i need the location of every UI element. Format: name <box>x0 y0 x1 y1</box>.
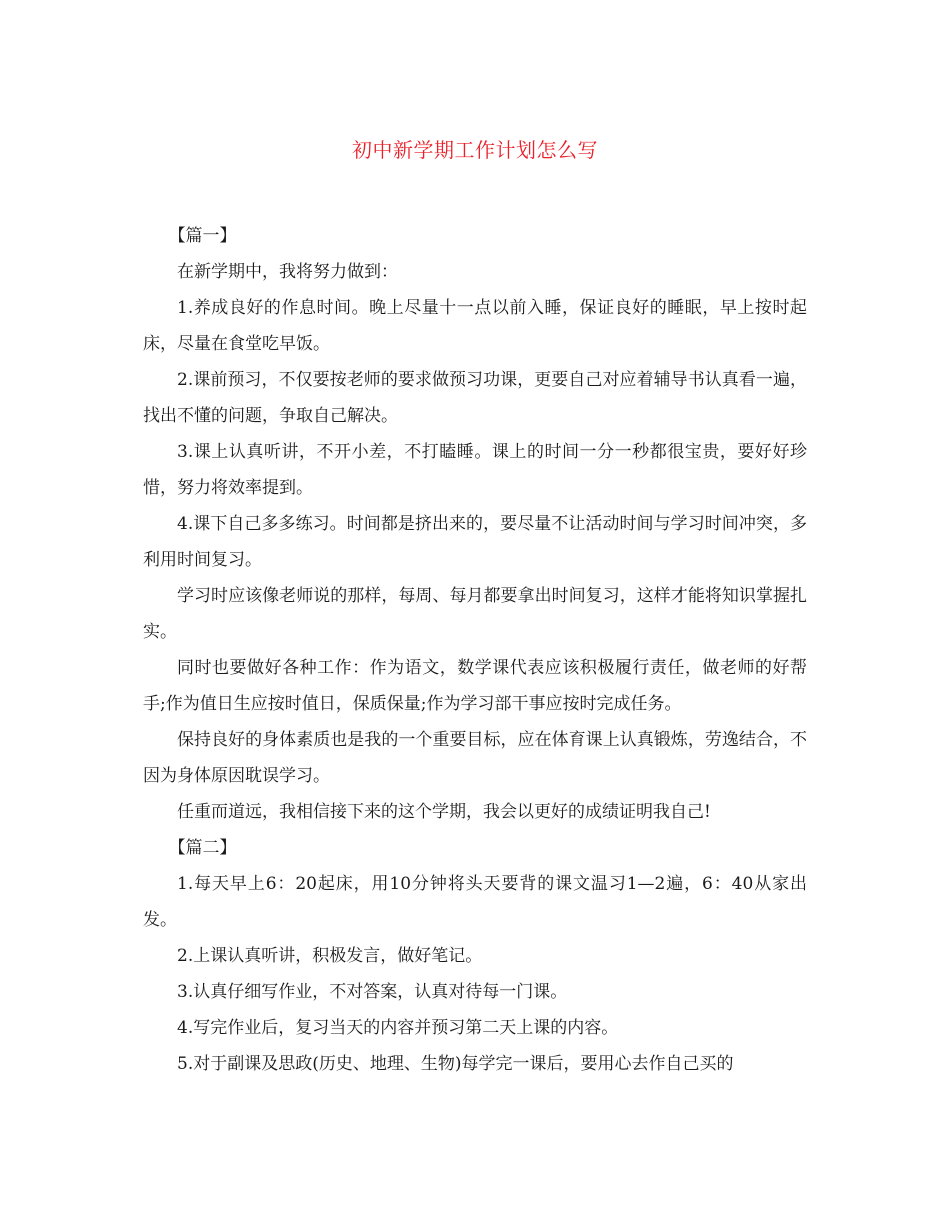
paragraph: 5.对于副课及思政(历史、地理、生物)每学完一课后，要用心去作自己买的 <box>177 1054 734 1074</box>
paragraph: 4.写完作业后，复习当天的内容并预习第二天上课的内容。 <box>177 1018 619 1038</box>
paragraph: 1.每天早上6：20起床，用10分钟将头天要背的课文温习1—2遍，6：40从家出发。 <box>143 874 807 930</box>
paragraph: 1.养成良好的作息时间。晚上尽量十一点以前入睡，保证良好的睡眠，早上按时起床，尽量在食堂吃早饭。 <box>143 298 807 354</box>
document-title: 初中新学期工作计划怎么写 <box>352 138 598 162</box>
paragraph: 任重而道远，我相信接下来的这个学期，我会以更好的成绩证明我自己! <box>177 802 711 822</box>
paragraph: 在新学期中，我将努力做到： <box>177 262 398 282</box>
paragraph: 保持良好的身体素质也是我的一个重要目标，应在体育课上认真锻炼，劳逸结合，不因为身体原因耽误学习。 <box>143 730 807 786</box>
paragraph: 2.上课认真听讲，积极发言，做好笔记。 <box>177 946 483 966</box>
section-heading: 【篇一】 <box>168 226 237 246</box>
paragraph: 4.课下自己多多练习。时间都是挤出来的，要尽量不让活动时间与学习时间冲突，多利用时间复习。 <box>143 514 807 570</box>
paragraph: 3.认真仔细写作业，不对答案，认真对待每一门课。 <box>177 982 568 1002</box>
paragraph: 2.课前预习，不仅要按老师的要求做预习功课，更要自己对应着辅导书认真看一遍，找出不懂的问题，争取自己解决。 <box>143 370 807 426</box>
paragraph: 学习时应该像老师说的那样，每周、每月都要拿出时间复习，这样才能将知识掌握扎实。 <box>143 586 807 642</box>
section-heading: 【篇二】 <box>168 838 237 858</box>
paragraph: 同时也要做好各种工作：作为语文，数学课代表应该积极履行责任，做老师的好帮手;作为值日生应按时值日，保质保量;作为学习部干事应按时完成任务。 <box>143 658 807 714</box>
paragraph: 3.课上认真听讲，不开小差，不打瞌睡。课上的时间一分一秒都很宝贵，要好好珍惜，努力将效率提到。 <box>143 442 807 498</box>
document-body <box>143 218 807 1082</box>
